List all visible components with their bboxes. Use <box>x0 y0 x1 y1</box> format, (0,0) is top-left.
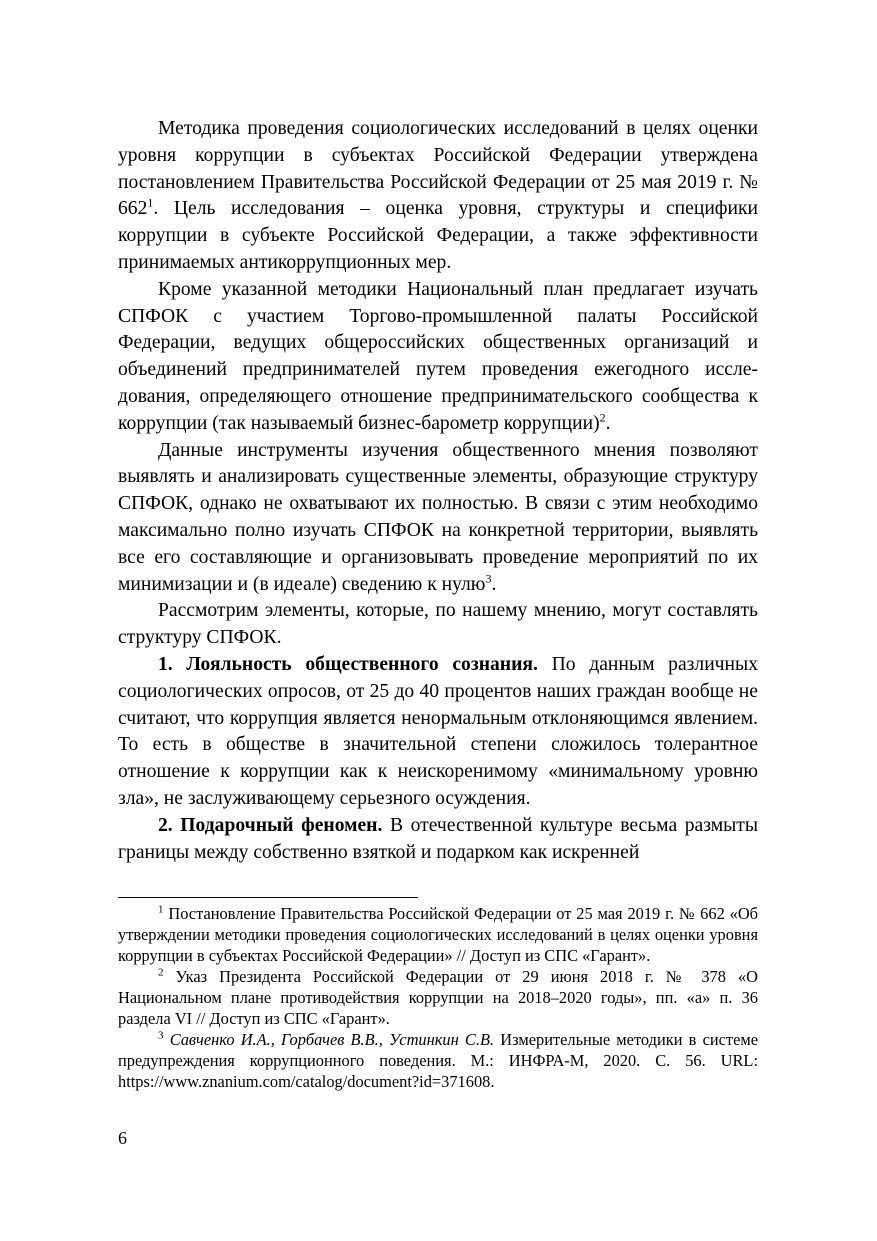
footnote-text: Постановление Правительства Российской Федерации от 25 мая 2019 г. № 662 «Об утверждении методики проведения социологических исследований в целях оценки уровня коррупции в субъектах Российской Федерации» // Доступ из СПС «Гарант». <box>118 904 758 965</box>
footnotes <box>118 903 758 1092</box>
footnote-2 <box>118 966 758 1029</box>
paragraph-text-tail: . Цель исследования – оценка уровня, структуры и специфики коррупции в субъекте Российской Федерации, а также эффективности принимаемых антикоррупционных мер. <box>118 198 758 273</box>
paragraph-loyalty <box>118 652 758 813</box>
paragraph-instruments <box>118 438 758 599</box>
footnote-text: Измерительные методики в системе предупреждения коррупционного поведения. М.: ИНФРА-М, 2020. С. 56. URL: https://www.znanium.com/catalog/document?id=371608. <box>118 1030 759 1091</box>
footnote-number: 2 <box>158 966 164 979</box>
paragraph-text-tail: . <box>491 573 497 595</box>
paragraph-national-plan <box>118 277 758 438</box>
page-number: 6 <box>118 1128 127 1148</box>
footnote-number: 3 <box>158 1029 164 1042</box>
paragraph-text: Данные инструменты изучения общественного мнения позволяют выявлять и анализировать существенные элементы, образующие структуру СПФОК, однако не охватывают их полностью. В связи с этим необходимо максимально полно изучать СПФОК на конкретной территории, выявлять все его составляющие и организовывать проведение мероприятий по их минимизации и (в идеале) сведению к нулю <box>118 439 758 595</box>
footnote-authors: Савченко И.А., Горбачев В.В., Устинкин С.В. <box>163 1030 495 1049</box>
paragraph-text-tail: . <box>605 412 611 434</box>
footnote-ref-1[interactable]: 1 <box>147 195 154 210</box>
paragraph-text: Методика проведения социологических исследований в целях оценки уровня коррупции в субъектах Российской Федерации утверждена постановлением Правительства Российской Федерации от 25 мая 2019 г. № 662 <box>118 118 758 220</box>
footnote-ref-2[interactable]: 2 <box>599 410 606 425</box>
footnote-1 <box>118 903 758 966</box>
paragraph-elements-intro <box>118 598 758 652</box>
main-text <box>118 116 758 866</box>
footnote-3 <box>118 1029 758 1092</box>
footnote-separator <box>118 897 418 898</box>
paragraph-text: В отечественной культуре весьма размыты границы между собственно взяткой и подарком как искренней <box>118 814 758 863</box>
section-heading-loyalty: 1. Лояльность общественного сознания. <box>158 653 538 675</box>
section-heading-gift: 2. Подарочный феномен. <box>158 814 383 836</box>
footnote-ref-3[interactable]: 3 <box>485 571 492 586</box>
paragraph-methodology <box>118 116 758 277</box>
paragraph-text: Рассмотрим элементы, которые, по нашему мнению, могут составлять структуру СПФОК. <box>118 600 758 649</box>
paragraph-text: Кроме указанной методики Национальный план предлагает изучать СПФОК с участием Торгово-промышленной палаты Российской Федерации, ведущих общероссийских общественных организаций и объединений предпринимателей путем проведения ежегодного исследования, определяющего отношение предпринимательского сообщества к коррупции (так называемый бизнес-барометр коррупции) <box>118 278 758 434</box>
paragraph-text: По данным различных социологических опросов, от 25 до 40 процентов наших граждан вообще не считают, что коррупция является ненормальным отклоняющимся явлением. То есть в обществе в значительной степени сложилось толерантное отношение к коррупции как к неискоренимому «минимальному уровню зла», не заслуживающему серьезного осуждения. <box>118 653 758 809</box>
footnote-number: 1 <box>158 903 164 916</box>
footnote-text: Указ Президента Российской Федерации от 29 июня 2018 г. № 378 «О Национальном плане противодействия коррупции на 2018–2020 годы», пп. «а» п. 36 раздела VI // Доступ из СПС «Гарант». <box>118 967 758 1028</box>
paragraph-gift-phenomenon <box>118 813 758 867</box>
